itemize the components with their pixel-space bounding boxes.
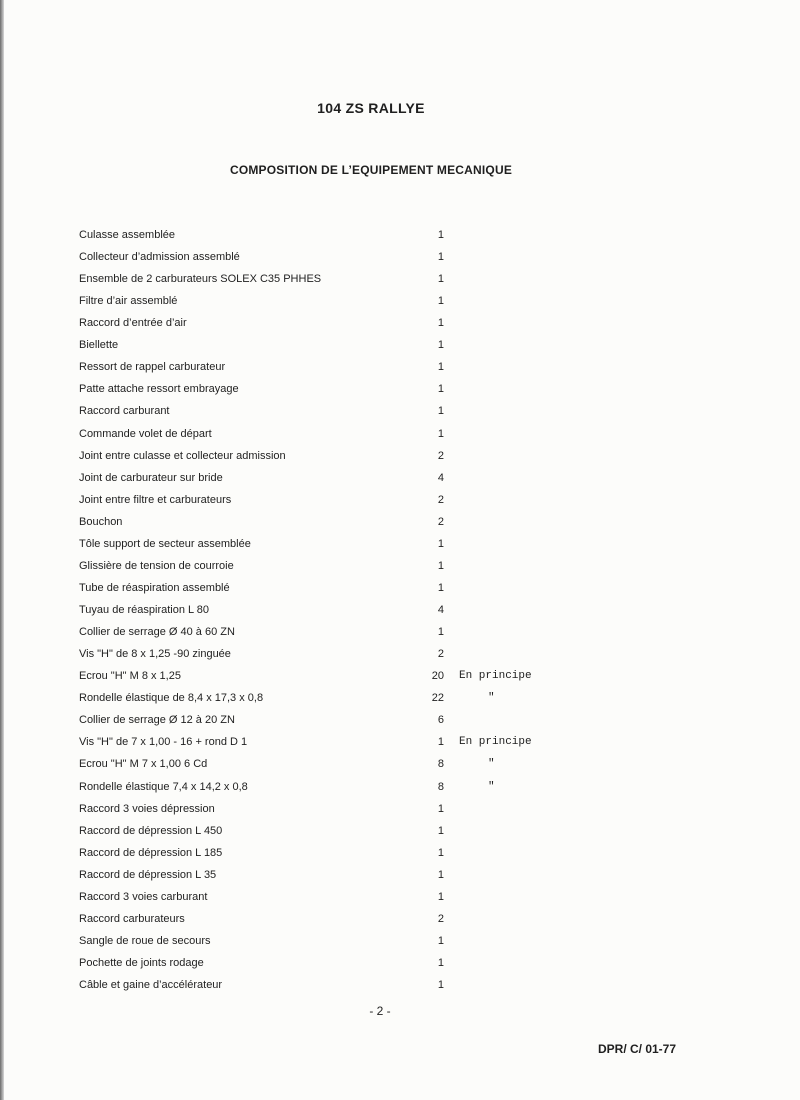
item-quantity: 2 (437, 648, 444, 661)
item-quantity: 1 (437, 383, 444, 396)
list-item (0, 624, 700, 640)
list-item (0, 558, 700, 574)
item-name: Joint entre filtre et carburateurs (79, 493, 232, 506)
list-item (0, 337, 700, 353)
list-item (0, 889, 700, 905)
item-quantity: 1 (437, 934, 444, 947)
item-name: Raccord de dépression L 35 (79, 868, 217, 881)
item-name: Tube de réaspiration assemblé (79, 581, 230, 594)
item-name: Raccord 3 voies carburant (79, 890, 208, 903)
item-quantity: 1 (437, 802, 444, 815)
item-name: Tôle support de secteur assemblée (79, 537, 251, 550)
item-name: Collier de serrage Ø 12 à 20 ZN (79, 714, 235, 727)
list-item (0, 646, 700, 662)
list-item (0, 536, 700, 552)
item-name: Filtre d’air assemblé (79, 295, 178, 308)
list-item (0, 734, 700, 750)
item-note: " (488, 692, 495, 705)
list-item (0, 955, 700, 971)
item-name: Câble et gaine d’accélérateur (79, 979, 223, 992)
list-item (0, 756, 700, 772)
item-name: Rondelle élastique de 8,4 x 17,3 x 0,8 (79, 692, 264, 705)
list-item (0, 823, 700, 839)
list-item (0, 249, 700, 265)
item-name: Glissière de tension de courroie (79, 559, 234, 572)
item-note: " (488, 780, 495, 793)
list-item (0, 867, 700, 883)
item-name: Raccord de dépression L 185 (79, 846, 223, 859)
item-name: Raccord 3 voies dépression (79, 802, 215, 815)
item-quantity: 2 (437, 912, 444, 925)
list-item (0, 448, 700, 464)
list-item (0, 403, 700, 419)
document-title: 104 ZS RALLYE (317, 100, 425, 116)
item-quantity: 1 (437, 736, 444, 749)
document-reference: DPR/ C/ 01-77 (598, 1042, 677, 1056)
list-item (0, 845, 700, 861)
list-item (0, 779, 700, 795)
list-item (0, 470, 700, 486)
item-name: Patte attache ressort embrayage (79, 383, 239, 396)
item-name: Culasse assemblée (79, 229, 175, 241)
item-name: Ensemble de 2 carburateurs SOLEX C35 PHHES (79, 273, 322, 286)
item-quantity: 1 (437, 317, 444, 330)
item-name: Commande volet de départ (79, 427, 212, 440)
item-name: Joint de carburateur sur bride (79, 471, 223, 484)
list-item (0, 690, 700, 706)
list-item (0, 492, 700, 508)
item-name: Raccord d’entrée d’air (79, 317, 187, 330)
item-quantity: 1 (437, 537, 444, 550)
item-quantity: 1 (437, 273, 444, 286)
item-quantity: 20 (431, 670, 444, 683)
list-item (0, 315, 700, 331)
item-quantity: 1 (437, 229, 444, 241)
item-note: " (488, 758, 495, 771)
list-item (0, 602, 700, 618)
item-note: En principe (459, 736, 532, 749)
item-name: Pochette de joints rodage (79, 956, 204, 969)
page-number: - 2 - (369, 1004, 391, 1018)
item-name: Raccord carburant (79, 405, 170, 418)
item-quantity: 1 (437, 868, 444, 881)
list-item (0, 293, 700, 309)
item-quantity: 1 (437, 339, 444, 352)
list-item (0, 359, 700, 375)
item-name: Ressort de rappel carburateur (79, 361, 226, 374)
item-name: Tuyau de réaspiration L 80 (79, 604, 210, 617)
list-item (0, 977, 700, 993)
item-quantity: 1 (437, 405, 444, 418)
item-quantity: 1 (437, 295, 444, 308)
list-item (0, 712, 700, 728)
item-name: Collecteur d’admission assemblé (79, 251, 240, 264)
list-item (0, 801, 700, 817)
item-name: Joint entre culasse et collecteur admission (79, 449, 286, 462)
item-name: Ecrou "H" M 7 x 1,00 6 Cd (79, 758, 208, 771)
item-name: Bouchon (79, 515, 123, 528)
item-quantity: 4 (437, 471, 444, 484)
list-item (0, 580, 700, 596)
item-quantity: 22 (431, 692, 444, 705)
list-item (0, 668, 700, 684)
item-name: Collier de serrage Ø 40 à 60 ZN (79, 626, 235, 639)
item-name: Rondelle élastique 7,4 x 14,2 x 0,8 (79, 780, 248, 793)
list-item (0, 227, 700, 243)
item-quantity: 1 (437, 559, 444, 572)
item-quantity: 1 (437, 956, 444, 969)
list-item (0, 933, 700, 949)
item-quantity: 6 (437, 714, 444, 727)
item-quantity: 1 (437, 251, 444, 264)
item-quantity: 1 (437, 824, 444, 837)
list-item (0, 514, 700, 530)
item-quantity: 2 (437, 493, 444, 506)
list-item (0, 381, 700, 397)
item-name: Ecrou "H" M 8 x 1,25 (79, 670, 181, 683)
item-quantity: 2 (437, 449, 444, 462)
item-quantity: 8 (437, 758, 444, 771)
item-name: Vis "H" de 7 x 1,00 - 16 + rond D 1 (79, 736, 248, 749)
item-quantity: 4 (437, 604, 444, 617)
item-quantity: 1 (437, 890, 444, 903)
item-name: Raccord carburateurs (79, 912, 185, 925)
item-note: En principe (459, 670, 532, 683)
item-name: Sangle de roue de secours (79, 934, 211, 947)
item-name: Raccord de dépression L 450 (79, 824, 223, 837)
item-quantity: 1 (437, 581, 444, 594)
list-item (0, 911, 700, 927)
item-quantity: 8 (437, 780, 444, 793)
item-quantity: 1 (437, 427, 444, 440)
item-name: Biellette (79, 339, 119, 352)
item-quantity: 1 (437, 626, 444, 639)
item-name: Vis "H" de 8 x 1,25 -90 zinguée (79, 648, 231, 661)
item-quantity: 1 (437, 361, 444, 374)
item-quantity: 1 (437, 846, 444, 859)
list-item (0, 271, 700, 287)
document-subtitle: COMPOSITION DE L’EQUIPEMENT MECANIQUE (229, 163, 513, 177)
list-item (0, 426, 700, 442)
item-quantity: 2 (437, 515, 444, 528)
item-quantity: 1 (437, 979, 444, 992)
